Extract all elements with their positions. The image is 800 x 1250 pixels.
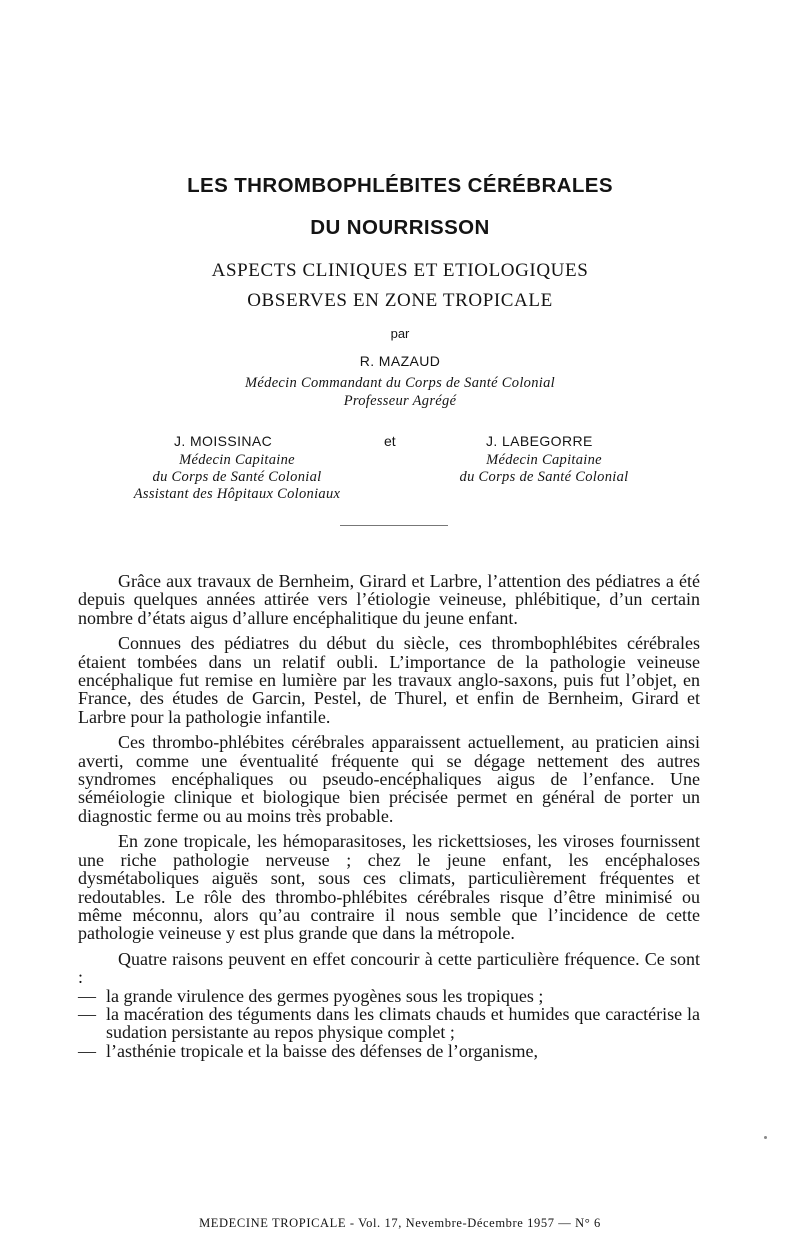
list-item (78, 1005, 700, 1042)
list-item-text: l’asthénie tropicale et la baisse des défenses de l’organisme, (106, 1040, 539, 1061)
main-author-affiliation-1: Médecin Commandant du Corps de Santé Colonial (245, 375, 555, 391)
author-conjunction: et (384, 433, 396, 449)
list-item-text: la macération des téguments dans les climats chauds et humides que caractérise la sudation persistante au repos physique complet ; (106, 1003, 700, 1043)
reasons-list (78, 987, 700, 1061)
article-title-line-1: LES THROMBOPHLÉBITES CÉRÉBRALES (187, 174, 613, 197)
main-author-name: R. MAZAUD (359, 353, 441, 369)
list-dash: — (78, 1003, 96, 1024)
article-title-line-2: DU NOURRISSON (310, 216, 490, 239)
body-paragraph-2: Connues des pédiatres du début du siècle, ces thrombophlébites cérébrales étaient tombées dans un relatif oubli. L’importance de la pathologie veineuse encéphalique fut remise en lumière par les travaux anglo-saxons, puis fut l’objet, en France, des études de Garcin, Pestel, de Thurel, et enfin de Bernheim, Girard et Larbre pour la pathologie infantile. (78, 633, 700, 727)
byline-par: par (390, 326, 410, 341)
list-dash: — (78, 1040, 96, 1061)
article-subtitle-line-1: ASPECTS CLINIQUES ET ETIOLOGIQUES (211, 260, 589, 281)
left-author-affiliation-3: Assistant des Hôpitaux Coloniaux (133, 486, 341, 502)
right-author-affiliation-1: Médecin Capitaine (486, 452, 602, 468)
list-item-text: la grande virulence des germes pyogènes sous les tropiques ; (106, 985, 544, 1006)
article-body (78, 572, 700, 1060)
scan-speck (764, 1136, 767, 1139)
left-author-affiliation-2: du Corps de Santé Colonial (152, 469, 322, 485)
body-paragraph-5: Quatre raisons peuvent en effet concourir à cette particulière fréquence. Ce sont : (78, 948, 700, 988)
body-paragraph-3: Ces thrombo-phlébites cérébrales apparaissent actuellement, au praticien ainsi averti, comme une éventualité fréquente qui se dégage nettement des autres syndromes encéphaliques ou pseudo-encéphaliques aigus de l’enfance. Une séméiologie clinique et biologique bien précisée permet en général de porter un diagnostic ferme ou au moins très probable. (78, 732, 700, 826)
journal-footer: MEDECINE TROPICALE - Vol. 17, Nevembre-Décembre 1957 — N° 6 (199, 1216, 601, 1230)
body-paragraph-4: En zone tropicale, les hémoparasitoses, les rickettsioses, les viroses fournissent une riche pathologie nerveuse ; chez le jeune enfant, les encéphaloses dysmétaboliques aiguës sont, sous ces climats, particulièrement fréquentes et redoutables. Le rôle des thrombo-phlébites cérébrales risque d’être minimisé ou même méconnu, alors qu’au contraire il nous semble que l’incidence de cette pathologie veineuse y est plus grande que dans la métropole. (78, 831, 700, 944)
main-author-affiliation-2: Professeur Agrégé (343, 393, 457, 409)
article-subtitle-line-2: OBSERVES EN ZONE TROPICALE (247, 290, 553, 311)
right-author-name: J. LABEGORRE (486, 433, 593, 449)
list-item (78, 1042, 700, 1060)
section-divider (340, 525, 448, 526)
left-author-name: J. MOISSINAC (174, 433, 273, 449)
list-dash: — (78, 985, 96, 1006)
list-item (78, 987, 700, 1005)
right-author-affiliation-2: du Corps de Santé Colonial (459, 469, 629, 485)
body-paragraph-1: Grâce aux travaux de Bernheim, Girard et Larbre, l’attention des pédiatres a été depuis quelques années attirée vers l’étiologie veineuse, phlébitique, d’un certain nombre d’états aigus d’allure encéphalitique du jeune enfant. (78, 571, 700, 628)
left-author-affiliation-1: Médecin Capitaine (179, 452, 295, 468)
